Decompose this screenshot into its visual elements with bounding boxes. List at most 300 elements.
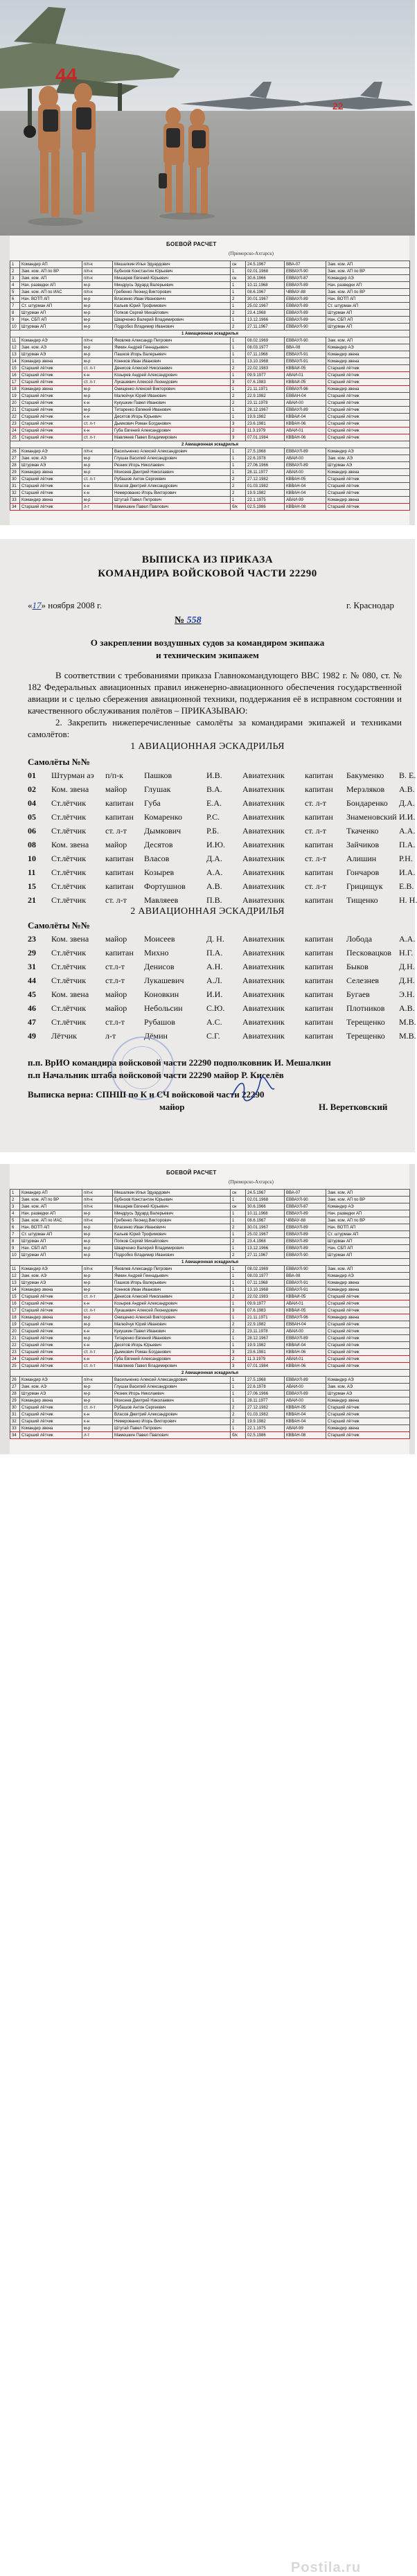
plane-assignment-row [28,770,416,782]
table-cell-name: Дымкович Роман Богданович [113,1349,231,1356]
table-cell-rank: м-р [82,310,113,317]
table-row [10,1231,410,1238]
table-cell-name: Лукашевич Алексей Леонидович [113,379,231,386]
table-cell-name: Коннков Иван Иванович [113,358,231,365]
table-cell-date: 13.10.1968 [246,358,285,365]
table-row [10,1245,410,1252]
table-cell-n: 6 [10,1224,20,1231]
table-cell-rank: м-р [82,351,113,358]
table-cell-role: Командир звена [326,469,410,476]
table-cell-n: 19 [10,1321,20,1328]
table-cell-school: ЧВВАУ-88 [285,289,326,296]
table-cell-pos: Нач. ВОТП АП [20,1224,82,1231]
planes-header: Самолёты №№ [28,757,90,767]
table-cell-n: 33 [10,497,20,504]
table-cell-role: Зам. ком. АП [326,261,410,268]
table-cell-role: Штурман АЭ [326,1391,410,1397]
table-cell-date: 01.03.1982 [246,483,285,490]
plane-assignment-field: Авиатехник [242,784,285,794]
plane-assignment-field: Пашков [144,770,172,780]
table-row [10,414,410,421]
table-row [10,462,410,469]
plane-assignment-row [28,895,417,906]
table-cell-role: Старший лётчик [326,1307,410,1314]
plane-assignment-field: Моисеев [144,934,175,944]
table-cell-cls: 1 [231,407,246,414]
plane-assignment-field: капитан [105,854,134,863]
table-cell-school: КВВАИ-05 [285,365,326,372]
table-cell-n: 15 [10,365,20,372]
plane-assignment-field: Н.Г. [399,948,414,958]
plane-assignment-field: ст. л-т [105,895,127,905]
table-cell-date: 28.12.1967 [246,407,285,414]
table-cell-school: АВАИ-99 [285,1425,326,1432]
table-cell-name: Кукушкин Павел Иванович [113,1328,231,1335]
table-cell-rank: ст. л-т [82,1294,113,1300]
table-cell-name: Моисеев Дмитрий Николаевич [113,469,231,476]
plane-assignment-row [28,840,416,851]
table-cell-rank: м-р [82,1210,113,1217]
plane-assignment-field: капитан [305,976,333,985]
table-cell-pos: Командир звена [20,497,82,504]
table-cell-n: 4 [10,1210,20,1217]
plane-assignment-field: Бондаренко [346,798,388,808]
table-cell-date: 13.12.1966 [246,317,285,324]
roster-title: БОЕВОЙ РАСЧЕТ [166,1170,217,1176]
table-row [10,1300,410,1307]
plane-assignment-field: Грицищук [346,881,383,891]
table-cell-role: Штурман АП [326,324,410,330]
table-cell-cls: 1 [231,497,246,504]
table-cell-cls: 1 [231,1397,246,1404]
table-cell-rank: м-р [82,462,113,469]
table-cell-date: 27.5.1968 [246,448,285,455]
table-cell-rank: м-р [82,303,113,310]
table-cell-date: 23.4.1968 [246,1238,285,1245]
table-cell-cls: 1 [231,303,246,310]
table-cell-rank: к-н [82,490,113,497]
table-row [10,296,410,303]
plane-assignment-field: 10 [28,854,36,863]
table-cell-school: АВАИ-00 [285,1384,326,1391]
table-cell-school: АВАИ-01 [285,427,326,434]
table-cell-n: 21 [10,1335,20,1342]
plane-assignment-field: капитан [305,770,333,780]
table-row [10,1384,410,1391]
table-row [10,379,410,386]
table-cell-name: Подробко Владимир Иванович [113,324,231,330]
table-row [10,1328,410,1335]
table-cell-name: Васильченко Алексей Александрович [113,448,231,455]
table-cell-date: 27.12.1982 [246,1404,285,1411]
table-cell-name: Козырев Андрей Александрович [113,372,231,379]
table-cell-rank: м-р [82,358,113,365]
table-cell-pos: Старший лётчик [20,1349,82,1356]
table-cell-school: ЕВВАУЛ-89 [285,1245,326,1252]
plane-assignment-field: Е.А. [206,798,222,808]
table-row [10,455,410,462]
table-cell-n: 2 [10,268,20,275]
order-date-day: 17 [32,600,42,610]
table-cell-date: 28.11.1977 [246,1397,285,1404]
table-cell-role: Старший лётчик [326,476,410,483]
plane-assignment-field: капитан [105,881,134,891]
table-cell-role: Старший лётчик [326,1342,410,1349]
plane-assignment-field: 21 [28,895,36,905]
table-cell-date: 07.01.1984 [246,434,285,441]
table-cell-name: Мавляеев Павел Владимирович [113,434,231,441]
table-cell-rank: м-р [82,1280,113,1287]
table-cell-name: Лукашевич Алексей Леонидович [113,1307,231,1314]
table-cell-name: Рубашов Антон Сергеевич [113,476,231,483]
table-cell-name: Штутай Павел Петрович [113,497,231,504]
verification-line: Выписка верна: СПНШ по К и СЧ войсковой части 22290 [28,1089,265,1100]
table-cell-school: ЕВВАУЛ-90 [285,1252,326,1259]
table-cell-pos: Зам. ком. АП по ИАС [20,1217,82,1224]
table-cell-role: Старший лётчик [326,1411,410,1418]
table-cell-cls: 2 [231,296,246,303]
table-cell-pos: Старший лётчик [20,407,82,414]
table-cell-role: Зам. ком. АП по ВР [326,268,410,275]
table-cell-date: 30.01.1967 [246,296,285,303]
plane-assignment-field: Авиатехник [242,1031,285,1041]
table-cell-cls: б/к [231,504,246,511]
plane-assignment-field: 44 [28,976,36,985]
table-cell-name: Мамешкин Павел Павлович [113,504,231,511]
plane-assignment-field: Авиатехник [242,812,285,822]
table-cell-school: ЕВВАУЛ-91 [285,1280,326,1287]
table-cell-n: 11 [10,337,20,344]
order-paragraph-1: В соответствии с требованиями приказа Главнокомандующего ВВС 1982 г. № 080, ст. № 182 Федеральных авиационных правил инженерно-авиационного обеспечения государственной авиации и с целью сбережения авиационной техники, поддержания её в исправном состоянии и качественного обслуживания полётов – ПРИКАЗЫВАЮ: [28,670,402,716]
table-cell-school: ЕВВАУЛ-89 [285,1377,326,1384]
table-row [10,421,410,427]
table-cell-role: Нач. СБП АП [326,1245,410,1252]
table-cell-school: КВВАН-05 [285,1404,326,1411]
table-cell-role: Старший лётчик [326,365,410,372]
table-cell-role: Старший лётчик [326,1363,410,1370]
handwritten-signature [229,1076,277,1104]
plane-assignment-field: 29 [28,948,36,958]
table-cell-rank: п/п-к [82,448,113,455]
plane-assignment-field: 01 [28,770,36,780]
table-cell-date: 07.11.1968 [246,351,285,358]
table-cell-pos: Штурман АЭ [20,1391,82,1397]
table-cell-cls: 3 [231,1307,246,1314]
table-cell-school: АВАИ-01 [285,1356,326,1363]
table-cell-name: Резник Игорь Николаевич [113,462,231,469]
plane-assignment-field: Авиатехник [242,1017,285,1027]
table-cell-cls: 2 [231,476,246,483]
table-cell-cls: 3 [231,1363,246,1370]
table-cell-n: 23 [10,421,20,427]
table-cell-n: 3 [10,275,20,282]
table-cell-pos: Старший лётчик [20,400,82,407]
table-cell-role: Командир АЭ [326,344,410,351]
table-cell-name: Кальев Юрий Трофимович [113,303,231,310]
plane-assignment-field: Терещенко [346,1031,385,1041]
table-cell-name: Миндрусь Эдуард Валерьевич [113,282,231,289]
table-cell-role: Командир звена [326,1397,410,1404]
table-cell-school: ВВА-07 [285,1190,326,1197]
table-cell-date: 23.11.1978 [246,400,285,407]
table-row [10,282,410,289]
plane-assignment-field: ст. л-т [305,881,326,891]
table-cell-cls: 1 [231,469,246,476]
table-cell-name: Мешалкин Илья Эдуардович [113,261,231,268]
table-cell-n: 22 [10,414,20,421]
table-cell-cls: 2 [231,393,246,400]
plane-assignment-row [28,962,415,973]
table-cell-school: ЕВВАУЛ-89 [285,407,326,414]
table-cell-pos: Старший лётчик [20,393,82,400]
table-cell-n: 32 [10,490,20,497]
order-paragraph-2: 2. Закрепить нижеперечисленные самолёты за командирами экипажей и техниками самолётов: [28,717,402,739]
plane-assignment-field: 05 [28,812,36,822]
table-row [10,337,410,344]
table-cell-date: 13.10.1968 [246,1287,285,1294]
table-cell-cls: 2 [231,1418,246,1425]
table-cell-cls: сн [231,275,246,282]
table-cell-name: Мишарев Евгений Юрьевич [113,275,231,282]
plane-assignment-field: 23 [28,934,36,944]
table-cell-date: 22.02.1983 [246,1294,285,1300]
table-cell-rank: ст. л-т [82,379,113,386]
table-cell-role: Командир звена [326,386,410,393]
table-cell-rank: ст. л-т [82,476,113,483]
plane-assignment-field: А.В. [399,784,415,794]
table-cell-role: Старший лётчик [326,393,410,400]
table-cell-n: 33 [10,1425,20,1432]
table-cell-school: КВВАН-04 [285,483,326,490]
table-cell-pos: Командир звена [20,1287,82,1294]
plane-assignment-field: 15 [28,881,36,891]
table-cell-cls: 3 [231,379,246,386]
plane-assignment-field: ст.л-т [105,962,125,971]
table-cell-school: АВАИ-00 [285,1397,326,1404]
order-subject-2: и техническим экипажем [156,650,259,660]
table-row [10,303,410,310]
plane-assignment-field: ст. л-т [305,826,326,836]
plane-assignment-field: Лукашевич [144,976,184,985]
table-cell-cls: 1 [231,1314,246,1321]
table-row [10,1363,410,1370]
plane-assignment-field: Р.С. [206,812,220,822]
plane-assignment-row [28,784,415,795]
table-cell-pos: Старший лётчик [20,1342,82,1349]
plane-assignment-field: Д.А. [399,798,415,808]
table-cell-date: 28.12.1967 [246,1335,285,1342]
plane-assignment-field: 08 [28,840,36,849]
table-cell-pos: Зам. ком. АП [20,1203,82,1210]
plane-assignment-field: ст. л-т [305,798,326,808]
roster-table [10,1189,410,1439]
plane-assignment-field: Ст.лётчик [51,812,87,822]
table-cell-role: Старший лётчик [326,1300,410,1307]
plane-assignment-field: Е.В. [399,881,414,891]
table-cell-school: ЕВВАУЛ-89 [285,1238,326,1245]
table-cell-name: Моисеев Дмитрий Николаевич [113,1397,231,1404]
table-cell-date: 27.06.1966 [246,462,285,469]
table-cell-cls: 1 [231,282,246,289]
table-cell-rank: п/п-к [82,1266,113,1273]
table-cell-cls: 2 [231,1321,246,1328]
table-cell-role: Штурман АП [326,1252,410,1259]
table-cell-n: 28 [10,1391,20,1397]
table-cell-date: 19.9.1982 [246,1342,285,1349]
squadron-1-heading: 1 АВИАЦИОННАЯ ЭСКАДРИЛЬЯ [130,741,285,752]
table-cell-role: Зам. ком. АП [326,1190,410,1197]
plane-assignment-field: капитан [305,840,333,849]
table-row [10,1203,410,1210]
table-cell-school: ЕВВАУЛ-89 [285,310,326,317]
plane-assignment-field: Авиатехник [242,989,285,999]
table-cell-rank: м-р [82,1384,113,1391]
table-cell-school: ЕВВАУЛ-89 [285,282,326,289]
table-row [10,372,410,379]
plane-assignment-field: А.А. [399,826,416,836]
table-cell-n: 3 [10,1203,20,1210]
table-cell-rank: ст. л-т [82,1307,113,1314]
table-cell-school: ЕВВАУЛ-90 [285,1266,326,1273]
table-cell-n: 23 [10,1349,20,1356]
plane-assignment-field: П.А. [206,948,223,958]
plane-assignment-field: Терещенко [346,1017,385,1027]
order-city: г. Краснодар [346,600,395,610]
plane-assignment-field: п/п-к [105,770,124,780]
table-cell-pos: Командир звена [20,386,82,393]
table-cell-date: 22.1.1975 [246,497,285,504]
plane-assignment-field: Ст.лётчик [51,854,87,863]
table-cell-date: 02.5.1986 [246,1432,285,1439]
table-cell-rank: м-р [82,1252,113,1259]
table-cell-role: Нач. ВОТП АП [326,296,410,303]
table-cell-cls: 1 [231,1391,246,1397]
plane-assignment-field: Н. Н. [399,895,417,905]
plane-assignment-field: Р.Б. [206,826,220,836]
table-cell-name: Губа Евгений Александрович [113,427,231,434]
table-row [10,1210,410,1217]
table-cell-pos: Штурман АП [20,310,82,317]
table-cell-name: Ямкин Андрей Геннадьевич [113,1273,231,1280]
table-cell-pos: Старший лётчик [20,1300,82,1307]
table-cell-cls: 1 [231,1231,246,1238]
table-cell-school: ЕВВАУЛ-89 [285,448,326,455]
plane-assignment-field: Глушак [144,784,171,794]
plane-assignment-field: Ст.лётчик [51,962,87,971]
table-row [10,448,410,455]
plane-assignment-field: Авиатехник [242,826,285,836]
table-cell-n: 27 [10,1384,20,1391]
table-row [10,427,410,434]
plane-assignment-field: Э.Н. [399,989,415,999]
plane-assignment-field: А.А. [399,934,416,944]
plane-assignment-field: Ст.лётчик [51,881,87,891]
roster-title: БОЕВОЙ РАСЧЕТ [166,241,217,247]
plane-assignment-field: капитан [105,798,134,808]
table-cell-school: ЕВВАУЛ-96 [285,1314,326,1321]
plane-assignment-field: Авиатехник [242,934,285,944]
plane-assignment-field: Ст.лётчик [51,867,87,877]
plane-assignment-field: Ст.лётчик [51,826,87,836]
table-cell-n: 1 [10,1190,20,1197]
table-cell-name: Власов Дмитрий Александрович [113,483,231,490]
plane-assignment-field: 04 [28,798,36,808]
table-cell-date: 21.11.1971 [246,386,285,393]
plane-assignment-field: Дымкович [144,826,181,836]
table-cell-school: КВВАН-04 [285,1411,326,1418]
table-cell-role: Нач. СБП АП [326,317,410,324]
table-cell-name: Васильченко Алексей Александрович [113,1377,231,1384]
table-cell-date: 11.3.1979 [246,427,285,434]
table-cell-n: 18 [10,386,20,393]
order-date: «17» ноября 2008 г. [28,600,103,610]
plane-assignment-field: Авиатехник [242,798,285,808]
table-row [10,1425,410,1432]
table-cell-date: 30.01.1967 [246,1224,285,1231]
table-row [10,1238,410,1245]
table-cell-role: Командир звена [326,1314,410,1321]
table-cell-school: ВВА-08 [285,1273,326,1280]
plane-assignment-field: Ком. звена [51,784,89,794]
table-cell-name: Гребенко Леонид Викторович [113,1217,231,1224]
table-cell-school: ВВА-07 [285,261,326,268]
table-cell-pos: Штурман АЭ [20,351,82,358]
table-cell-cls: 2 [231,1294,246,1300]
table-cell-date: 22.9.1982 [246,1321,285,1328]
table-cell-date: 19.9.1982 [246,1418,285,1425]
table-cell-date: 27.12.1982 [246,476,285,483]
table-cell-cls: 1 [231,1300,246,1307]
table-cell-date: 02.5.1986 [246,504,285,511]
table-cell-n: 6 [10,296,20,303]
plane-assignment-row [28,812,416,823]
plane-assignment-row [28,976,415,987]
table-cell-cls: 1 [231,1287,246,1294]
table-cell-date: 01.03.1982 [246,1411,285,1418]
table-cell-school: АВАИ-99 [285,497,326,504]
table-cell-school: ЕВВАУЛ-91 [285,1287,326,1294]
plane-assignment-field: капитан [305,989,333,999]
table-cell-role: Нач. ВОТП АП [326,1224,410,1231]
table-cell-name: Дымкович Роман Богданович [113,421,231,427]
table-cell-rank: ст. л-т [82,1349,113,1356]
table-cell-date: 08.6.1967 [246,289,285,296]
verification-name: Н. Веретковский [319,1102,388,1112]
table-cell-role: Старший лётчик [326,1418,410,1425]
plane-assignment-field: П.В. [206,895,222,905]
table-cell-school: ЕВВАУЛ-90 [285,268,326,275]
table-cell-pos: Старший лётчик [20,483,82,490]
table-cell-name: Мавляеев Павел Владимирович [113,1363,231,1370]
table-cell-cls: 1 [231,462,246,469]
table-cell-rank: ст. л-т [82,1363,113,1370]
table-cell-role: Зам. ком. АП [326,1266,410,1273]
plane-assignment-field: капитан [305,962,333,971]
table-cell-date: 08.6.1967 [246,1217,285,1224]
table-cell-name: Коннков Иван Иванович [113,1287,231,1294]
plane-assignment-field: М.В. [399,1017,416,1027]
roster-table [10,261,410,511]
table-cell-role: Командир АЭ [326,1203,410,1210]
plane-assignment-field: В.А. [206,784,222,794]
svg-text:22: 22 [332,100,344,112]
plane-assignment-field: Авиатехник [242,1003,285,1013]
table-cell-n: 5 [10,289,20,296]
plane-assignment-field: л-т [105,1031,116,1041]
plane-assignment-field: Ст.лётчик [51,1017,87,1027]
table-cell-n: 28 [10,462,20,469]
airfield-photo [0,0,415,236]
